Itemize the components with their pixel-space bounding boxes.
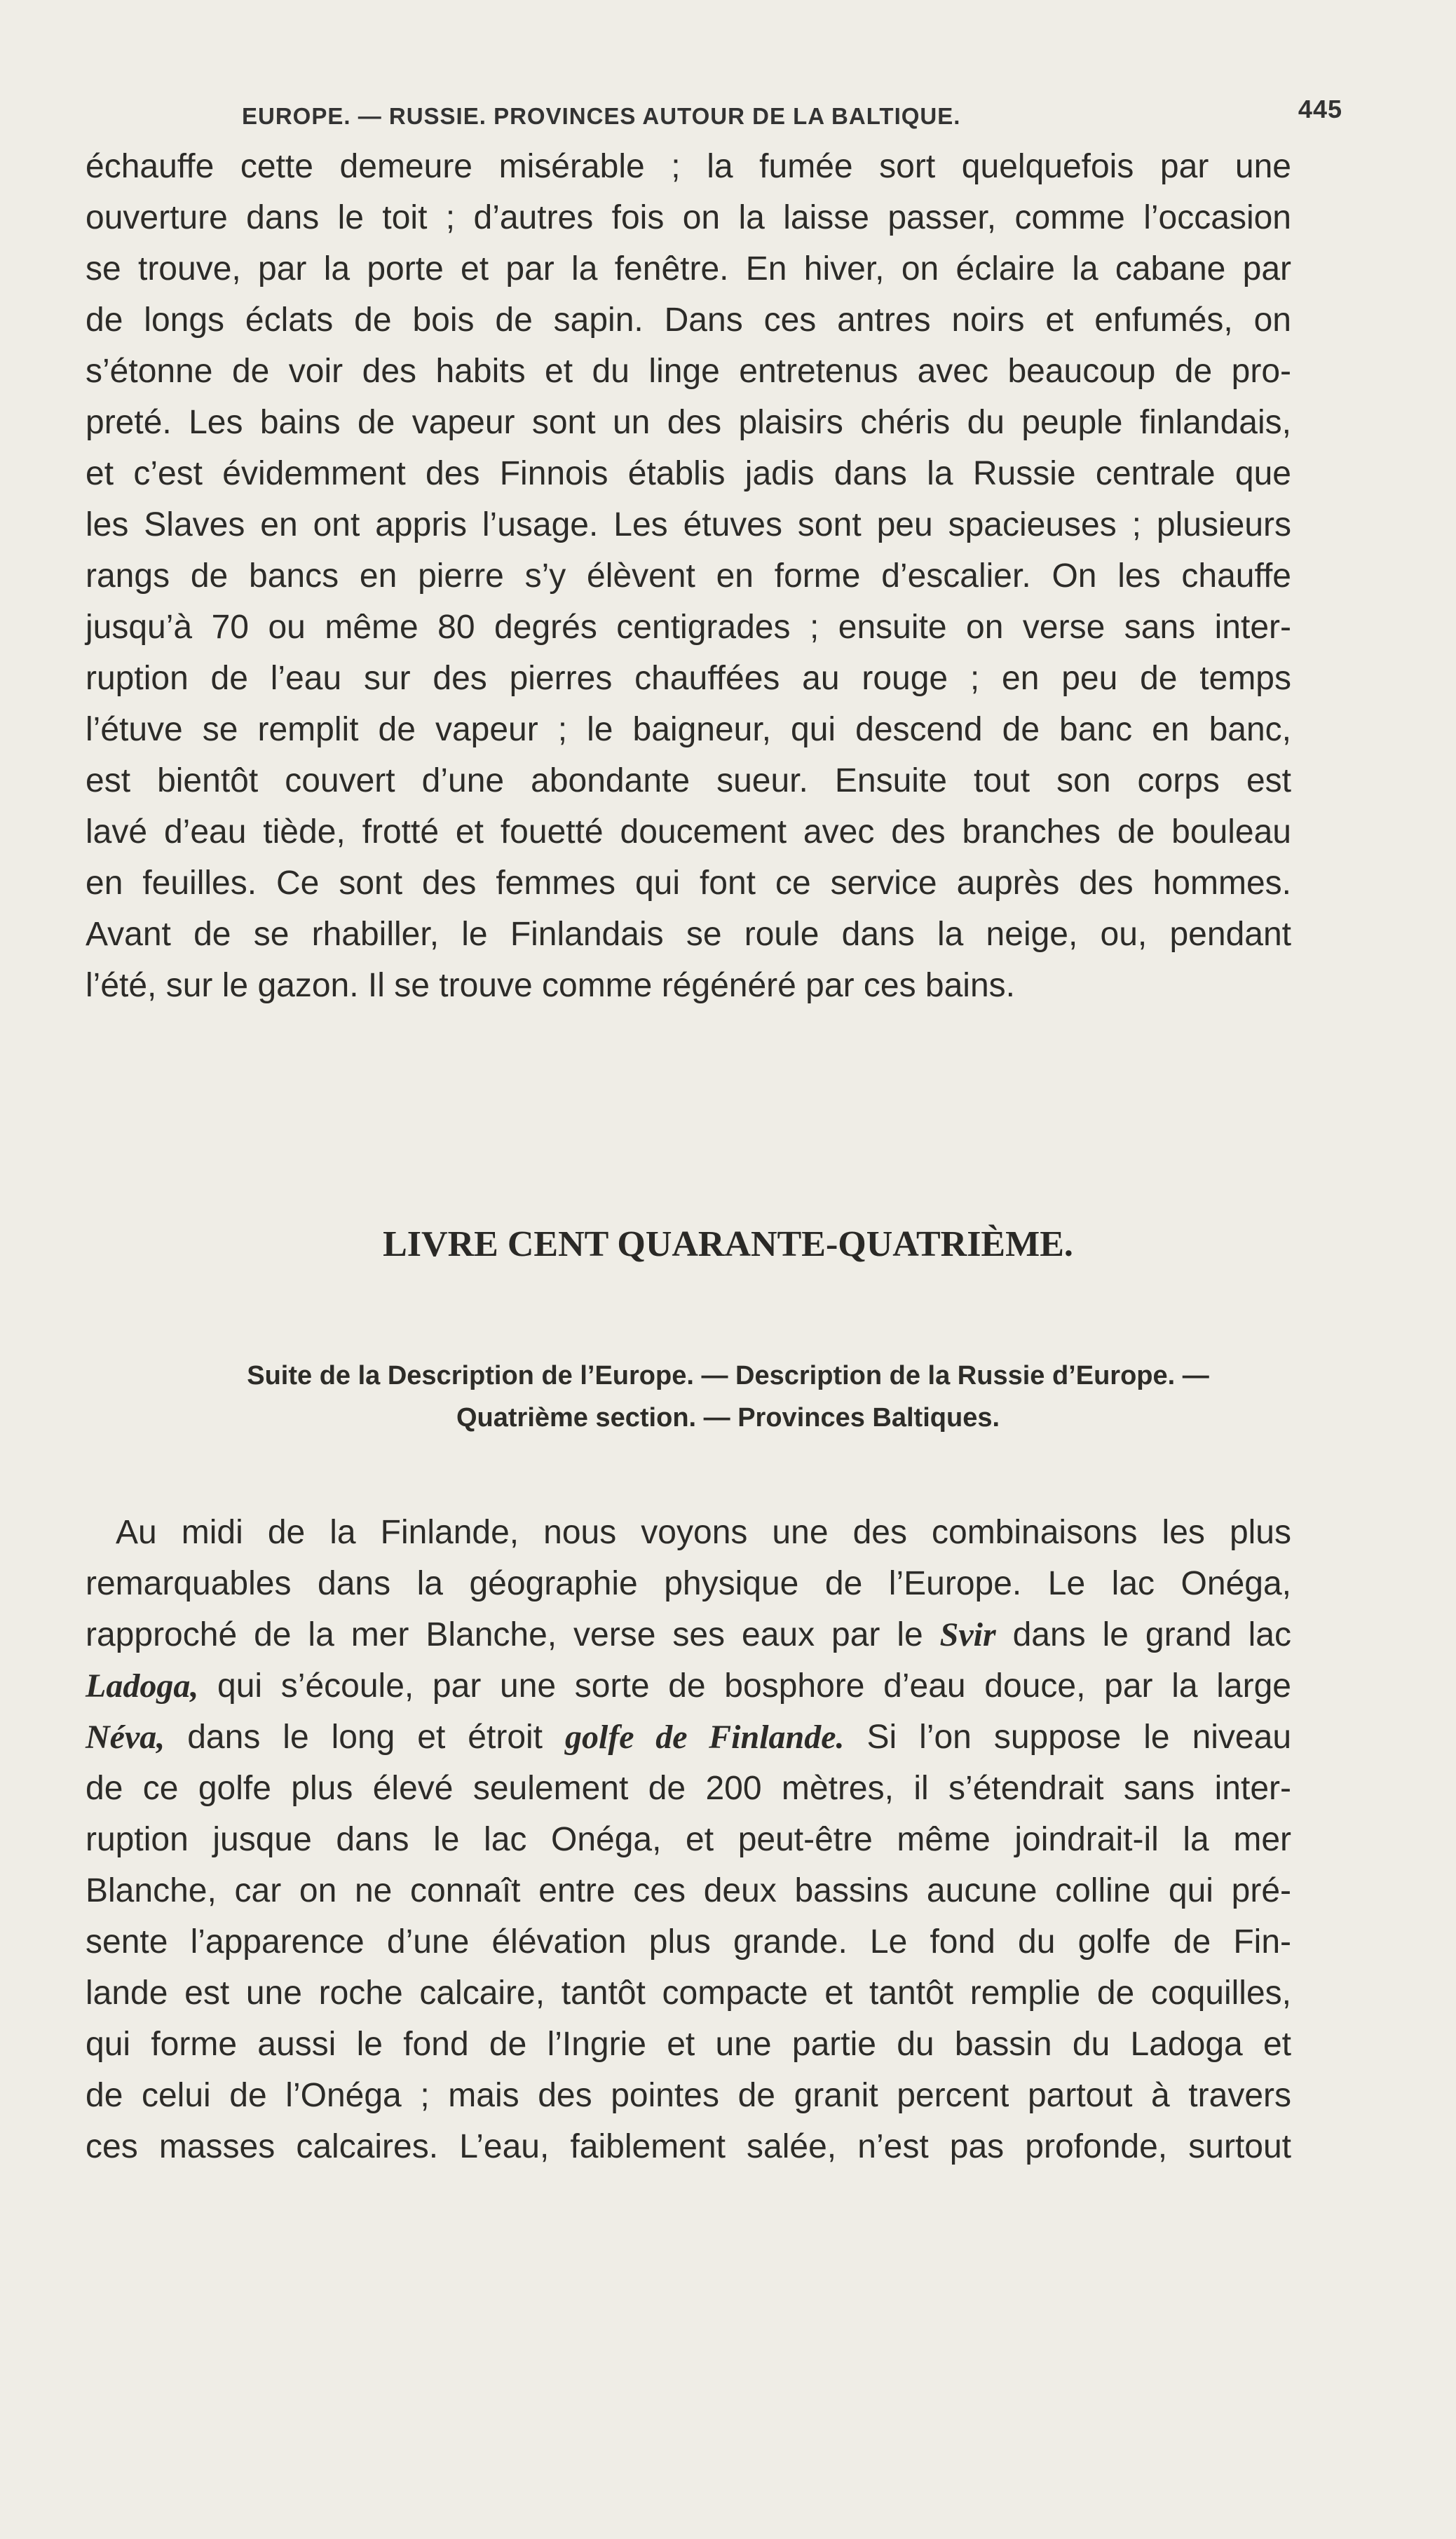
paragraph1-line: est bientôt couvert d’une abondante sueur. Ensuite tout son corps est <box>86 762 1291 799</box>
paragraph2-line: Néva, dans le long et étroit golfe de Finlande. Si l’on suppose le niveau <box>86 1719 1292 1756</box>
place-svir: Svir <box>939 1616 996 1653</box>
paragraph2-line: qui forme aussi le fond de l’Ingrie et une partie du bassin du Ladoga et <box>86 2026 1291 2063</box>
paragraph1-line: échauffe cette demeure misérable ; la fumée sort quelquefois par une <box>86 148 1291 185</box>
paragraph1-line: et c’est évidemment des Finnois établis jadis dans la Russie centrale que <box>86 455 1291 492</box>
paragraph1-line: ruption de l’eau sur des pierres chauffées au rouge ; en peu de temps <box>86 660 1291 697</box>
summary-line: Quatrième section. — Provinces Baltiques. <box>456 1403 1000 1433</box>
paragraph2-line: Blanche, car on ne connaît entre ces deux bassins aucune colline qui pré- <box>86 1872 1291 1909</box>
place-neva: Néva, <box>86 1719 165 1756</box>
paragraph1-line: preté. Les bains de vapeur sont un des plaisirs chéris du peuple finlandais, <box>86 404 1291 441</box>
running-title: EUROPE. — RUSSIE. PROVINCES AUTOUR DE LA BALTIQUE. <box>242 103 961 129</box>
paragraph1-line: l’été, sur le gazon. Il se trouve comme régénéré par ces bains. <box>86 967 1015 1004</box>
paragraph2-line: sente l’apparence d’une élévation plus grande. Le fond du golfe de Fin- <box>86 1923 1291 1961</box>
paragraph2-line: lande est une roche calcaire, tantôt compacte et tantôt remplie de coquilles, <box>86 1975 1291 2012</box>
paragraph2-line: remarquables dans la géographie physique de l’Europe. Le lac Onéga, <box>86 1565 1291 1602</box>
summary-line: Suite de la Description de l’Europe. — Description de la Russie d’Europe. — <box>247 1361 1209 1390</box>
place-gulf-of-finland: golfe de Finlande. <box>564 1719 845 1756</box>
paragraph1-line: les Slaves en ont appris l’usage. Les étuves sont peu spacieuses ; plusieurs <box>86 506 1291 543</box>
paragraph2-line: Ladoga, qui s’écoule, par une sorte de bosphore d’eau douce, par la large <box>86 1667 1291 1705</box>
book-title: LIVRE CENT QUARANTE-QUATRIÈME. <box>383 1224 1073 1264</box>
paragraph1-line: en feuilles. Ce sont des femmes qui font ce service auprès des hommes. <box>86 865 1291 902</box>
paragraph2-line: ruption jusque dans le lac Onéga, et peut-être même joindrait-il la mer <box>86 1821 1291 1858</box>
paragraph1-line: rangs de bancs en pierre s’y élèvent en forme d’escalier. On les chauffe <box>86 557 1291 595</box>
paragraph1-line: se trouve, par la porte et par la fenêtre. En hiver, on éclaire la cabane par <box>86 250 1291 287</box>
paragraph1-line: de longs éclats de bois de sapin. Dans ces antres noirs et enfumés, on <box>86 302 1291 339</box>
paragraph2-line: Au midi de la Finlande, nous voyons une des combinaisons les plus <box>116 1514 1291 1551</box>
place-ladoga: Ladoga, <box>86 1667 199 1705</box>
paragraph2-line: de ce golfe plus élevé seulement de 200 mètres, il s’étendrait sans inter- <box>86 1770 1291 1807</box>
page-number: 445 <box>1298 95 1342 123</box>
paragraph1-line: Avant de se rhabiller, le Finlandais se roule dans la neige, ou, pendant <box>86 916 1291 953</box>
running-head <box>84 95 1372 137</box>
paragraph2-line: ces masses calcaires. L’eau, faiblement salée, n’est pas profonde, surtout <box>86 2128 1291 2165</box>
paragraph1-line: ouverture dans le toit ; d’autres fois on la laisse passer, comme l’occasion <box>86 199 1291 236</box>
paragraph1-line: jusqu’à 70 ou même 80 degrés centigrades ; ensuite on verse sans inter- <box>86 609 1291 646</box>
paragraph1-line: l’étuve se remplit de vapeur ; le baigneur, qui descend de banc en banc, <box>86 711 1291 748</box>
paragraph1-line: lavé d’eau tiède, frotté et fouetté doucement avec des branches de bouleau <box>86 813 1291 851</box>
paragraph2-line: rapproché de la mer Blanche, verse ses eaux par le Svir dans le grand lac <box>86 1616 1291 1653</box>
paragraph1-line: s’étonne de voir des habits et du linge entretenus avec beaucoup de pro- <box>86 353 1291 390</box>
paragraph2-line: de celui de l’Onéga ; mais des pointes de granit percent partout à travers <box>86 2077 1291 2114</box>
